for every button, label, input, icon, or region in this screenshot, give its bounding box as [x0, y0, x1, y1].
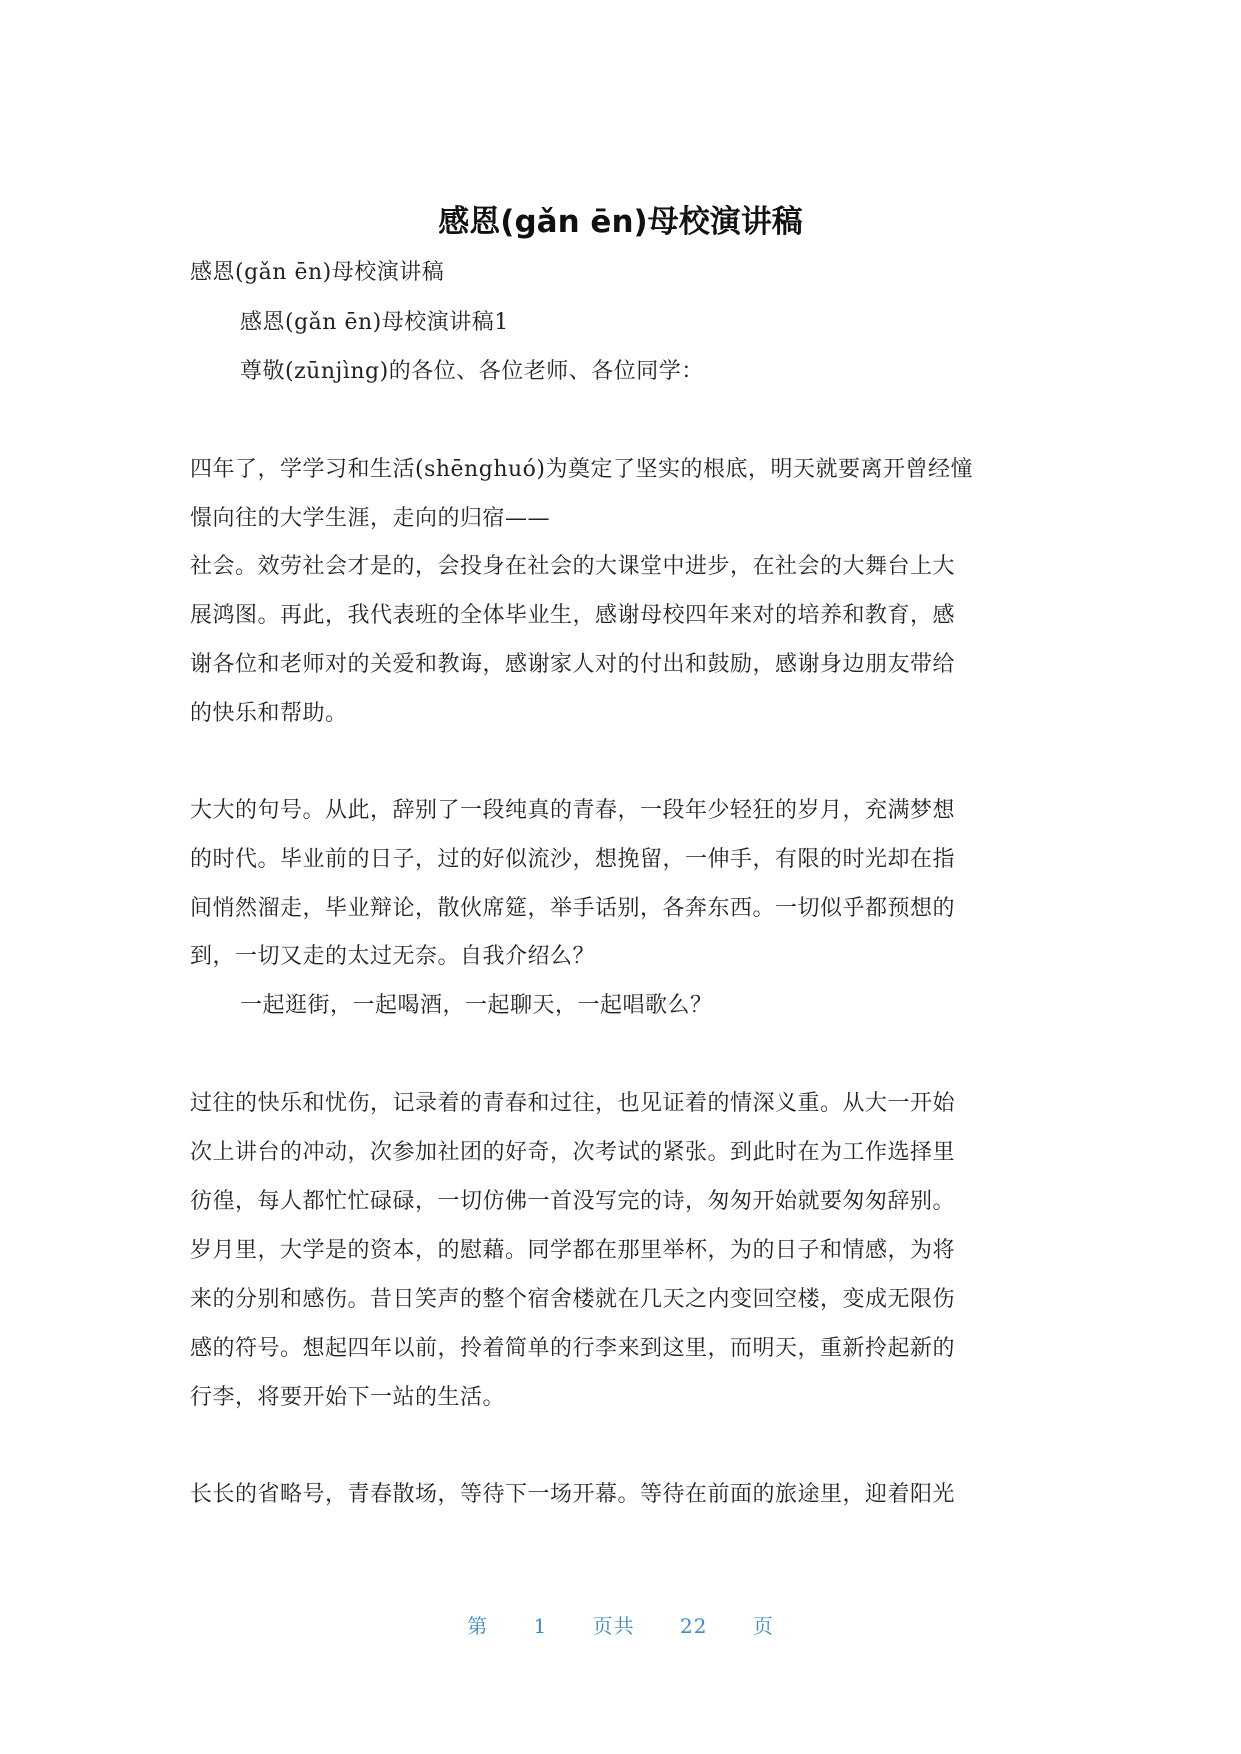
paragraph-line: 谢各位和老师对的关爱和教诲，感谢家人对的付出和鼓励，感谢身边朋友带给	[190, 652, 956, 677]
paragraph-line: 社会。效劳社会才是的，会投身在社会的大课堂中进步，在社会的大舞台上大	[190, 554, 956, 579]
paragraph-line: 的时代。毕业前的日子，过的好似流沙，想挽留，一伸手，有限的时光却在指	[190, 847, 956, 872]
paragraph-line: 次上讲台的冲动，次参加社团的好奇，次考试的紧张。到此时在为工作选择里	[190, 1140, 956, 1165]
paragraph-line: 的快乐和帮助。	[190, 701, 348, 726]
paragraph-line: 岁月里，大学是的资本，的慰藉。同学都在那里举杯，为的日子和情感，为将	[190, 1238, 956, 1263]
paragraph-line: 展鸿图。再此，我代表班的全体毕业生，感谢母校四年来对的培养和教育，感	[190, 603, 956, 628]
subtitle-line: 感恩(gǎn ēn)母校演讲稿	[190, 260, 445, 285]
paragraph-line: 到，一切又走的太过无奈。自我介绍么？	[190, 944, 596, 969]
page-label-prefix: 第	[467, 1614, 489, 1638]
page-footer	[0, 1610, 1241, 1639]
page-label-suffix: 页	[752, 1614, 774, 1638]
paragraph-line: 四年了，学学习和生活(shēnghuó)为奠定了坚实的根底，明天就要离开曾经憧	[190, 457, 973, 482]
total-pages: 22	[680, 1614, 708, 1638]
salutation-line: 尊敬(zūnjìng)的各位、各位老师、各位同学：	[240, 359, 704, 384]
page-label-mid: 页共	[592, 1614, 635, 1638]
paragraph-line: 行李，将要开始下一站的生活。	[190, 1385, 506, 1410]
page-number: 1	[533, 1614, 548, 1638]
paragraph-line: 大大的句号。从此，辞别了一段纯真的青春，一段年少轻狂的岁月，充满梦想	[190, 798, 956, 823]
paragraph-line: 一起逛街，一起喝酒，一起聊天，一起唱歌么？	[240, 993, 713, 1018]
paragraph-line: 间悄然溜走，毕业辩论，散伙席筵，举手话别，各奔东西。一切似乎都预想的	[190, 896, 956, 921]
paragraph-line: 感的符号。想起四年以前，拎着简单的行李来到这里，而明天，重新拎起新的	[190, 1336, 956, 1361]
document-title: 感恩(gǎn ēn)母校演讲稿	[438, 204, 803, 240]
heading-line: 感恩(gǎn ēn)母校演讲稿1	[240, 310, 509, 335]
paragraph-line: 长长的省略号，青春散场，等待下一场开幕。等待在前面的旅途里，迎着阳光	[190, 1482, 956, 1507]
paragraph-line: 彷徨，每人都忙忙碌碌，一切仿佛一首没写完的诗，匆匆开始就要匆匆辞别。	[190, 1189, 956, 1214]
paragraph-line: 过往的快乐和忧伤，记录着的青春和过往，也见证着的情深义重。从大一开始	[190, 1091, 956, 1116]
paragraph-line: 来的分别和感伤。昔日笑声的整个宿舍楼就在几天之内变回空楼，变成无限伤	[190, 1287, 956, 1312]
paragraph-line: 憬向往的大学生涯，走向的归宿——	[190, 506, 551, 531]
